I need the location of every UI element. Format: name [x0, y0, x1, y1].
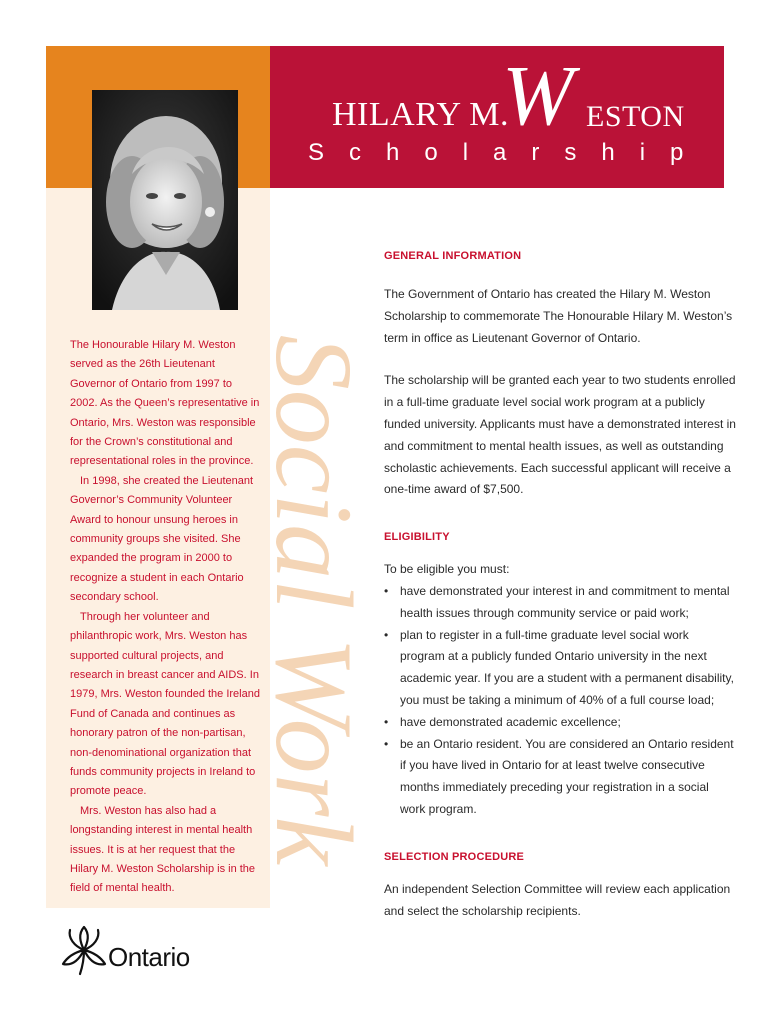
- general-info-paragraph: The Government of Ontario has created the Hilary M. Weston Scholarship to commemorate The Honourable Hilary M. Weston’s term in office as Lieutenant Governor of Ontario.: [384, 287, 733, 345]
- list-item: [384, 625, 736, 712]
- bullet-icon: •: [384, 583, 389, 598]
- general-info-paragraph: The scholarship will be granted each year to two students enrolled in a full-time graduate level social work program at a publicly funded university. Applicants must have a demonstrated interest in and commitment to mental health issues, as well as outstanding scholastic achievements. Each successful applicant will receive a one-time award of $7,500.: [384, 373, 736, 497]
- bullet-icon: •: [384, 736, 389, 751]
- bio-paragraph: Through her volunteer and philanthropic work, Mrs. Weston has supported cultural projects, and research in breast cancer and AIDS. In 1979, Mrs. Weston founded the Ireland Fund of Canada and continues as honorary patron of the non-partisan, non-denominational organization that funds community projects in Ireland to promote peace.: [70, 610, 260, 798]
- title-subtitle: Scholarship: [308, 139, 709, 166]
- scholarship-title: [270, 46, 724, 188]
- list-item-text: have demonstrated academic excellence;: [400, 714, 621, 729]
- biography-sidebar: [70, 336, 260, 899]
- bio-paragraph: In 1998, she created the Lieutenant Governor’s Community Volunteer Award to honour unsung heroes in community groups she visited. She expanded the program in 2000 to recognize a student in each Ontario secondary school.: [70, 474, 254, 604]
- main-content: [384, 250, 736, 922]
- list-item-text: have demonstrated your interest in and commitment to mental health issues through community service or paid work;: [400, 583, 730, 620]
- list-item-text: be an Ontario resident. You are considered an Ontario resident if you have lived in Ontario for at least twelve consecutive months immediately preceding your registration in a social work program.: [400, 736, 734, 816]
- ontario-logo: [60, 920, 220, 980]
- list-item: [384, 734, 736, 821]
- portrait-photo: [92, 90, 238, 310]
- eligibility-intro: To be eligible you must:: [384, 562, 510, 577]
- eligibility-list: [384, 581, 736, 821]
- trillium-icon: [60, 924, 108, 976]
- title-name-last: ESTON: [586, 100, 685, 133]
- selection-heading: SELECTION PROCEDURE: [384, 850, 525, 863]
- list-item-text: plan to register in a full-time graduate level social work program at a publicly funded Ontario university in the next academic year. If you are a student with a permanent disability, you must be taking a minimum of 40% of a full course load;: [400, 627, 734, 707]
- selection-paragraph: An independent Selection Committee will review each application and select the scholarship recipients.: [384, 881, 731, 918]
- bullet-icon: •: [384, 627, 389, 642]
- title-name-first: HILARY M.: [332, 96, 510, 133]
- title-initial: W: [502, 47, 574, 143]
- bio-paragraph: Mrs. Weston has also had a longstanding interest in mental health issues. It is at her request that the Hilary M. Weston Scholarship is in the field of mental health.: [70, 804, 256, 895]
- list-item: [384, 581, 736, 625]
- bullet-icon: •: [384, 714, 389, 729]
- list-item: [384, 712, 736, 734]
- logo-wordmark: Ontario: [108, 942, 190, 972]
- vertical-script-decoration: Social Work: [253, 334, 375, 866]
- bio-paragraph: The Honourable Hilary M. Weston served as the 26th Lieutenant Governor of Ontario from 1997 to 2002. As the Queen’s representative in Ontario, Mrs. Weston was responsible for the Crown’s constitutional and representational roles in the province.: [70, 339, 260, 468]
- general-info-heading: GENERAL INFORMATION: [384, 250, 522, 262]
- eligibility-heading: ELIGIBILITY: [384, 531, 450, 544]
